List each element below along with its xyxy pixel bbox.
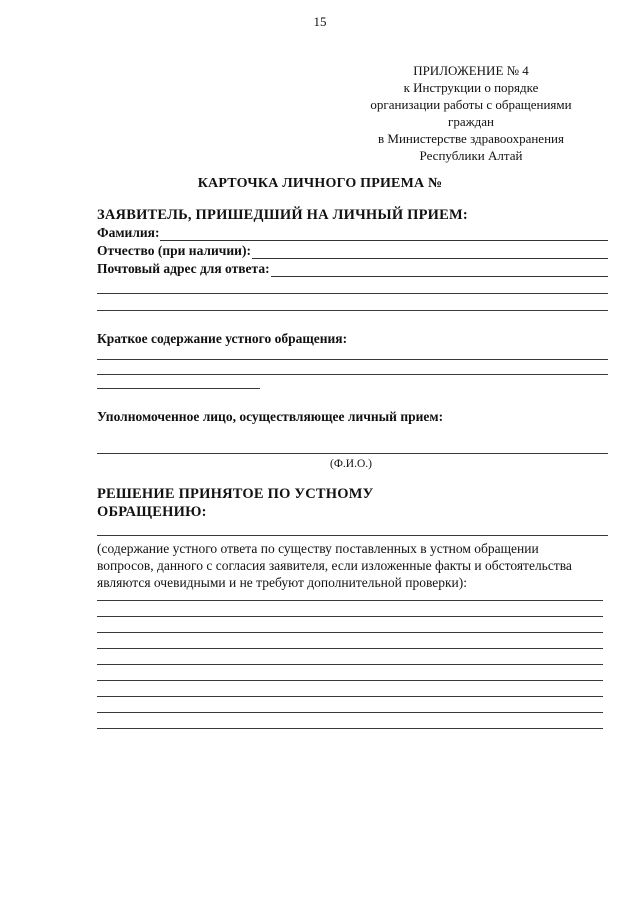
appeal-summary-line <box>97 374 608 375</box>
appeal-summary-line <box>97 359 608 360</box>
annex-line: организации работы с обращениями <box>370 97 572 112</box>
patronymic-field <box>97 243 608 259</box>
answer-line <box>97 712 603 713</box>
address-extra-line <box>97 310 608 311</box>
address-field <box>97 261 608 277</box>
address-extra-line <box>97 293 608 294</box>
annex-line: граждан <box>448 114 494 129</box>
answer-line <box>97 728 603 729</box>
decision-heading-line2: ОБРАЩЕНИЮ: <box>97 504 207 520</box>
decision-description <box>97 540 608 591</box>
description-line: являются очевидными и не требуют дополнительной проверки): <box>97 575 468 590</box>
patronymic-blank-line <box>252 246 608 259</box>
answer-line <box>97 696 603 697</box>
annex-line: в Министерстве здравоохранения <box>378 131 564 146</box>
page-number: 15 <box>313 14 327 29</box>
decision-line <box>97 535 608 536</box>
annex-block <box>340 62 602 164</box>
answer-line <box>97 664 603 665</box>
decision-heading-line1: РЕШЕНИЕ ПРИНЯТОЕ ПО УСТНОМУ <box>97 486 374 502</box>
annex-line: ПРИЛОЖЕНИЕ № 4 <box>413 63 529 78</box>
appeal-summary-label: Краткое содержание устного обращения: <box>97 331 348 346</box>
description-line: вопросов, данного с согласия заявителя, если изложенные факты и обстоятельства <box>97 558 572 573</box>
card-title: КАРТОЧКА ЛИЧНОГО ПРИЕМА № <box>197 176 443 191</box>
surname-label: Фамилия: <box>97 225 160 240</box>
annex-line: Республики Алтай <box>419 148 523 163</box>
applicant-heading: ЗАЯВИТЕЛЬ, ПРИШЕДШИЙ НА ЛИЧНЫЙ ПРИЕМ: <box>97 207 468 223</box>
answer-line <box>97 616 603 617</box>
answer-line <box>97 632 603 633</box>
surname-field <box>97 225 608 241</box>
address-label: Почтовый адрес для ответа: <box>97 261 270 276</box>
annex-line: к Инструкции о порядке <box>403 80 539 95</box>
patronymic-label: Отчество (при наличии): <box>97 243 251 258</box>
answer-line <box>97 600 603 601</box>
answer-line <box>97 680 603 681</box>
appeal-summary-line-short <box>97 388 260 389</box>
surname-blank-line <box>160 228 608 241</box>
answer-line <box>97 648 603 649</box>
official-label: Уполномоченное лицо, осуществляющее личный прием: <box>97 409 444 424</box>
address-blank-line <box>271 264 608 277</box>
official-name-line <box>97 453 608 454</box>
fio-caption: (Ф.И.О.) <box>330 458 372 470</box>
description-line: (содержание устного ответа по существу поставленных в устном обращении <box>97 541 539 556</box>
